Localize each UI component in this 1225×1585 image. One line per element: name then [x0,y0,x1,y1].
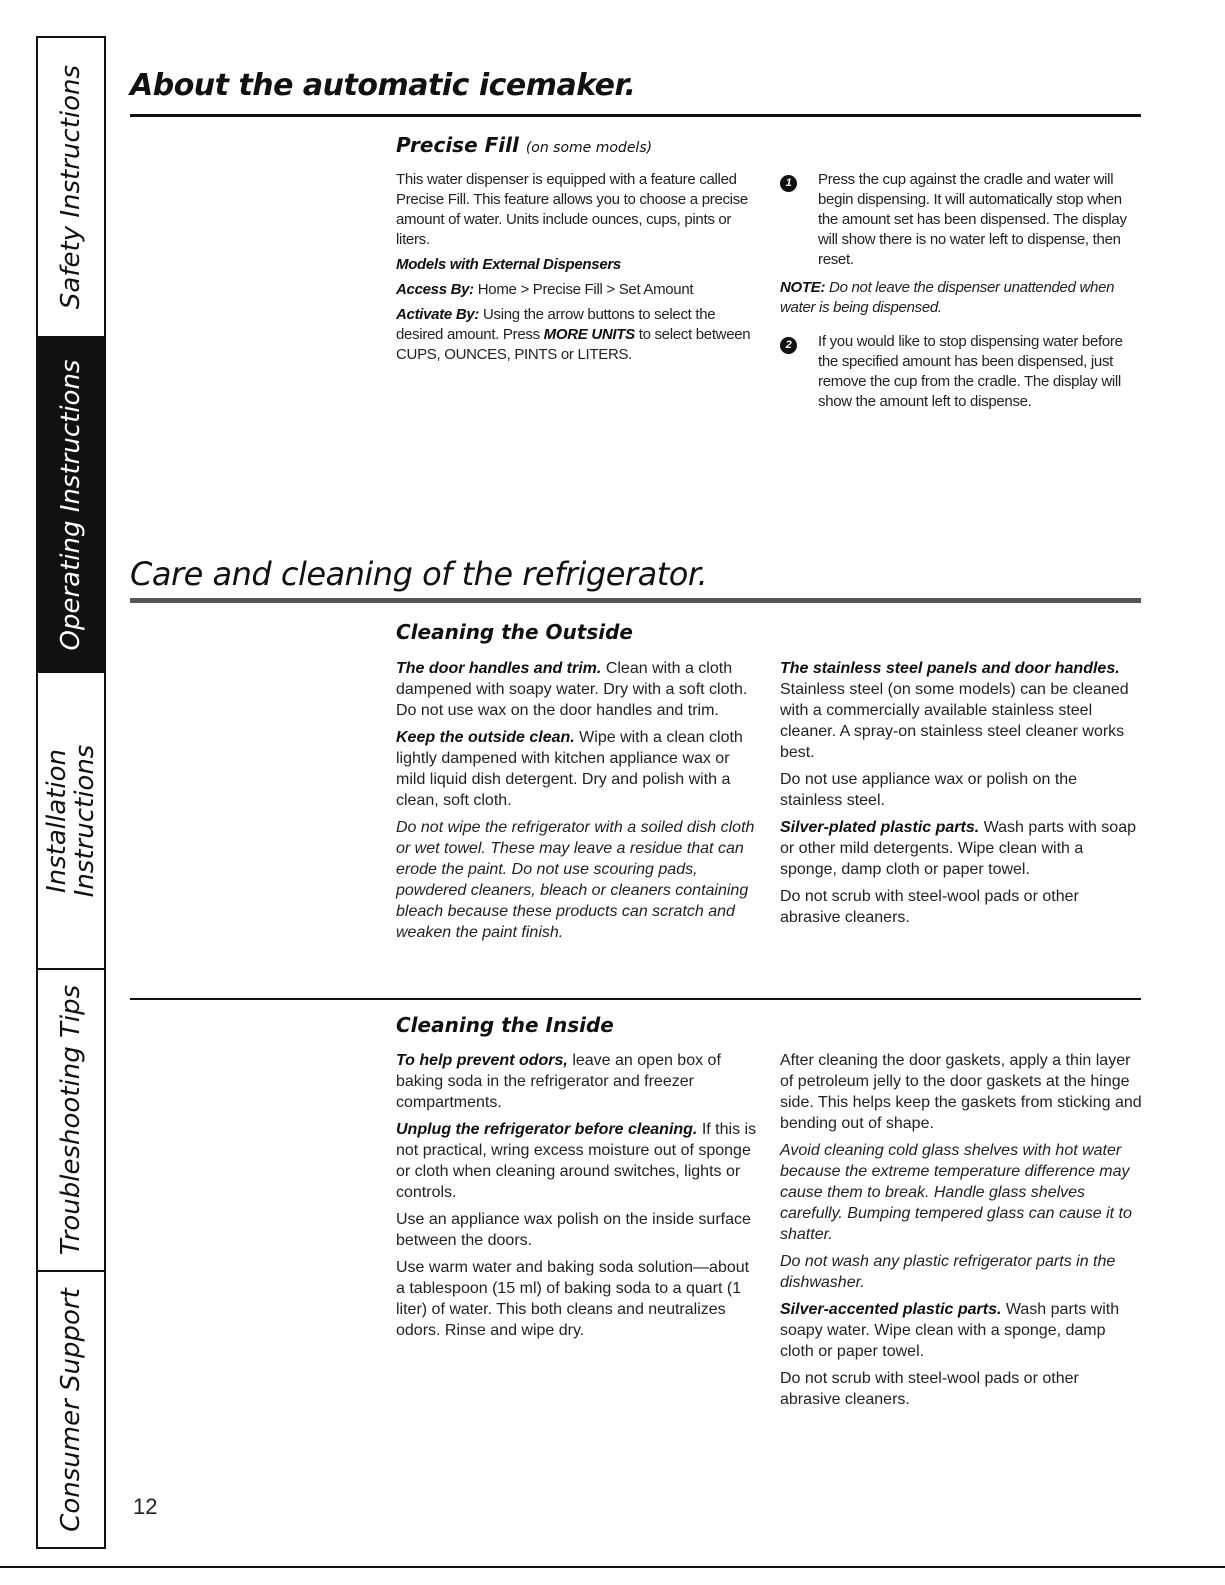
subheading-precise-fill [396,133,652,157]
silver-accented-label: Silver-accented plastic parts. [780,1301,1002,1318]
tab-operating-instructions[interactable] [38,338,104,673]
step-text: If you would like to stop dispensing water before the specified amount has been dispensed, just remove the cup from the cradle. The display will show the amount left to dispense. [818,333,1123,410]
silver-plated-text: Wash parts with soap or other mild detergents. Wipe clean with a sponge, damp cloth or paper towel. [780,819,1136,878]
odors-text: leave an open box of baking soda in the refrigerator and freezer compartments. [396,1052,721,1111]
paragraph [396,305,761,365]
activate-text: Using the arrow buttons to select the desired amount. Press [396,306,716,343]
tab-label: Instructions [70,744,100,897]
page-number: 12 [133,1494,158,1519]
subheading-cleaning-outside: Cleaning the Outside [396,620,633,644]
section-divider [130,998,1141,1000]
paragraph: Do not wash any plastic refrigerator parts in the dishwasher. [780,1253,1116,1291]
stainless-label: The stainless steel panels and door handles. [780,660,1120,677]
paragraph [780,658,1140,763]
title-divider [130,598,1141,603]
inside-right-column [780,1050,1142,1416]
access-text: Home > Precise Fill > Set Amount [477,281,694,298]
silver-plated-label: Silver-plated plastic parts. [780,819,980,836]
paragraph: This water dispenser is equipped with a feature called Precise Fill. This feature allows you to choose a precise amount of water. Units include ounces, cups, pints or liters. [396,171,748,248]
title-divider [130,114,1141,117]
section-tabs [36,36,106,1549]
paragraph [396,1050,761,1113]
tab-label: Installation [42,748,72,893]
paragraph: Use an appliance wax polish on the inside surface between the doors. [396,1211,751,1249]
step-number-icon: 2 [780,337,797,354]
step-number-icon: 1 [780,175,797,192]
handles-text: Clean with a cloth dampened with soapy water. Dry with a soft cloth. Do not use wax on the door handles and trim. [396,660,748,719]
tab-label: Consumer Support [56,1287,86,1532]
paint-warning: Do not wipe the refrigerator with a soiled dish cloth or wet towel. These may leave a residue that can erode the paint. Do not use scouring pads, powdered cleaners, bleach or cleaners containing bleach because these products can scratch and weaken the paint finish. [396,819,755,941]
subheading-cleaning-inside: Cleaning the Inside [396,1013,614,1037]
bottom-divider [0,1566,1225,1568]
note-text: Do not leave the dispenser unattended when water is being dispensed. [780,279,1115,316]
paragraph [396,280,761,300]
paragraph: Use warm water and baking soda solution—about a tablespoon (15 ml) of baking soda to a quart (1 liter) of water. This both cleans and neutralizes odors. Rinse and wipe dry. [396,1259,750,1339]
paragraph: Do not use appliance wax or polish on the stainless steel. [780,771,1078,809]
silver-accented-text: Wash parts with soapy water. Wipe clean with a sponge, damp cloth or paper towel. [780,1301,1120,1360]
inside-left-column [396,1050,761,1347]
step-text: Press the cup against the cradle and water will begin dispensing. It will automatically stop when the amount set has been dispensed. The display will show there is no water left to dispense, then reset. [818,171,1127,268]
section-title-care: Care and cleaning of the refrigerator. [130,555,708,593]
outside-right-column [780,658,1140,934]
paragraph: Do not scrub with steel-wool pads or other abrasive cleaners. [780,1370,1079,1408]
access-label: Access By: [396,281,474,298]
handles-label: The door handles and trim. [396,660,602,677]
precise-fill-right-column [780,170,1140,420]
activate-text: to select between CUPS, OUNCES, PINTS or LITERS. [396,326,751,363]
note-label: NOTE: [780,279,826,296]
paragraph [396,727,756,811]
stainless-text: Stainless steel (on some models) can be cleaned with a commercially available stainless steel cleaner. A spray-on stainless steel cleaner works best. [780,681,1129,761]
tab-label: Troubleshooting Tips [56,984,86,1256]
tab-troubleshooting-tips[interactable] [38,970,104,1272]
section-title-icemaker: About the automatic icemaker. [130,68,636,103]
paragraph [396,1119,761,1203]
paragraph [780,817,1140,880]
subheading-text: Precise Fill [396,133,519,157]
subheading-note: (on some models) [525,140,653,156]
step-2 [780,332,1140,412]
tab-label: Safety Instructions [56,64,86,310]
note [780,278,1140,318]
tab-installation-instructions[interactable] [38,673,104,970]
paragraph [396,658,756,721]
tab-label: Operating Instructions [56,359,86,650]
models-label: Models with External Dispensers [396,256,621,273]
tab-consumer-support[interactable] [38,1272,104,1547]
outside-left-column [396,658,756,949]
paragraph: After cleaning the door gaskets, apply a thin layer of petroleum jelly to the door gaskets at the hinge side. This helps keep the gaskets from sticking and bending out of shape. [780,1052,1142,1132]
activate-label: Activate By: [396,306,480,323]
step-1 [780,170,1140,270]
unplug-label: Unplug the refrigerator before cleaning. [396,1121,698,1138]
more-units-label: MORE UNITS [543,326,635,343]
paragraph: Avoid cleaning cold glass shelves with hot water because the extreme temperature difference may cause them to break. Handle glass shelves carefully. Bumping tempered glass can cause it to shatter. [780,1142,1132,1243]
keep-clean-label: Keep the outside clean. [396,729,575,746]
precise-fill-left-column [396,170,761,370]
tab-safety-instructions[interactable] [38,38,104,338]
paragraph [780,1299,1142,1362]
paragraph: Do not scrub with steel-wool pads or other abrasive cleaners. [780,888,1079,926]
keep-clean-text: Wipe with a clean cloth lightly dampened with kitchen appliance wax or mild liquid dish detergent. Dry and polish with a clean, soft cloth. [396,729,743,809]
odors-label: To help prevent odors, [396,1052,568,1069]
unplug-text: If this is not practical, wring excess moisture out of sponge or cloth when cleaning around switches, lights or controls. [396,1121,757,1201]
